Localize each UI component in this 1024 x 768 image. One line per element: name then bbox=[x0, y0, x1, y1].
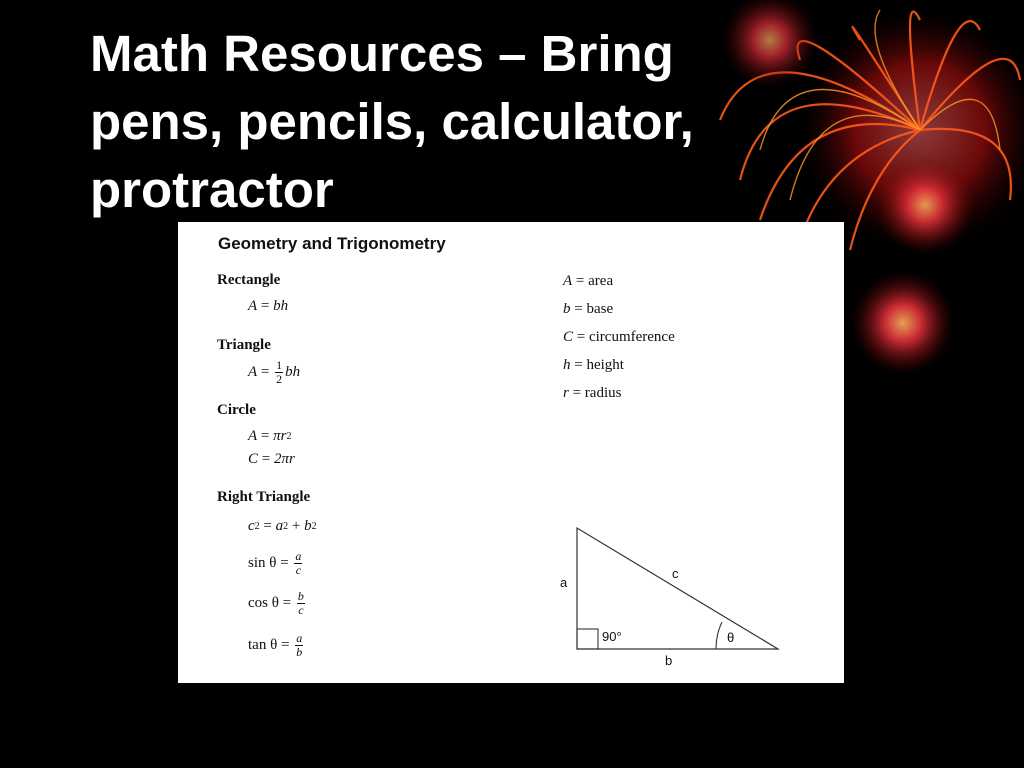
legend-item-circumference: C = circumference bbox=[563, 329, 675, 345]
angle-theta-arc bbox=[716, 622, 722, 649]
fraction-sine: $\frac{a}{c}$ bbox=[295, 549, 302, 577]
formula-cosine: cos θ = $\frac{b}{c}$ bbox=[248, 589, 304, 617]
formula-circle-circumference: C = 2πr bbox=[248, 451, 295, 467]
fraction-one-half: $\frac{1}{2}$ bbox=[276, 358, 283, 386]
title-line-2: pens, pencils, calculator, bbox=[90, 93, 694, 150]
legend-item-area: A = area bbox=[563, 273, 614, 289]
firework-orb-lower bbox=[851, 271, 955, 375]
right-angle-label: 90° bbox=[602, 629, 622, 644]
formula-sheet bbox=[178, 222, 844, 683]
legend-item-height: h = height bbox=[563, 357, 624, 373]
right-triangle-diagram bbox=[178, 222, 844, 683]
section-heading-triangle: Triangle bbox=[217, 337, 271, 353]
formula-rectangle-area: A = bh bbox=[248, 298, 289, 314]
sheet-title: Geometry and Trigonometry bbox=[218, 234, 446, 253]
side-label-c: c bbox=[672, 566, 679, 581]
legend-item-radius: r = radius bbox=[563, 385, 622, 401]
side-label-b: b bbox=[665, 653, 673, 668]
fraction-tangent: $\frac{a}{b}$ bbox=[296, 631, 303, 659]
fraction-cosine: $\frac{b}{c}$ bbox=[297, 589, 304, 617]
title-line-3: protractor bbox=[90, 161, 334, 218]
formula-sine: sin θ = $\frac{a}{c}$ bbox=[248, 549, 302, 577]
side-label-a: a bbox=[560, 575, 568, 590]
angle-theta-label: θ bbox=[727, 630, 735, 645]
formula-pythagorean: c 2 = a 2 + b 2 bbox=[248, 518, 317, 534]
slide-title bbox=[90, 20, 950, 224]
section-heading-right-triangle: Right Triangle bbox=[217, 489, 311, 505]
section-heading-circle: Circle bbox=[217, 402, 256, 418]
formula-circle-area: A = πr 2 bbox=[248, 428, 292, 444]
right-angle-marker bbox=[577, 629, 598, 649]
section-heading-rectangle: Rectangle bbox=[217, 272, 281, 288]
title-line-1: Math Resources – Bring bbox=[90, 25, 674, 82]
formula-tangent: tan θ = $\frac{a}{b}$ bbox=[248, 631, 303, 659]
formula-triangle-area: A = $\frac{1}{2}$ bh bbox=[248, 358, 301, 386]
legend-item-base: b = base bbox=[563, 301, 614, 317]
